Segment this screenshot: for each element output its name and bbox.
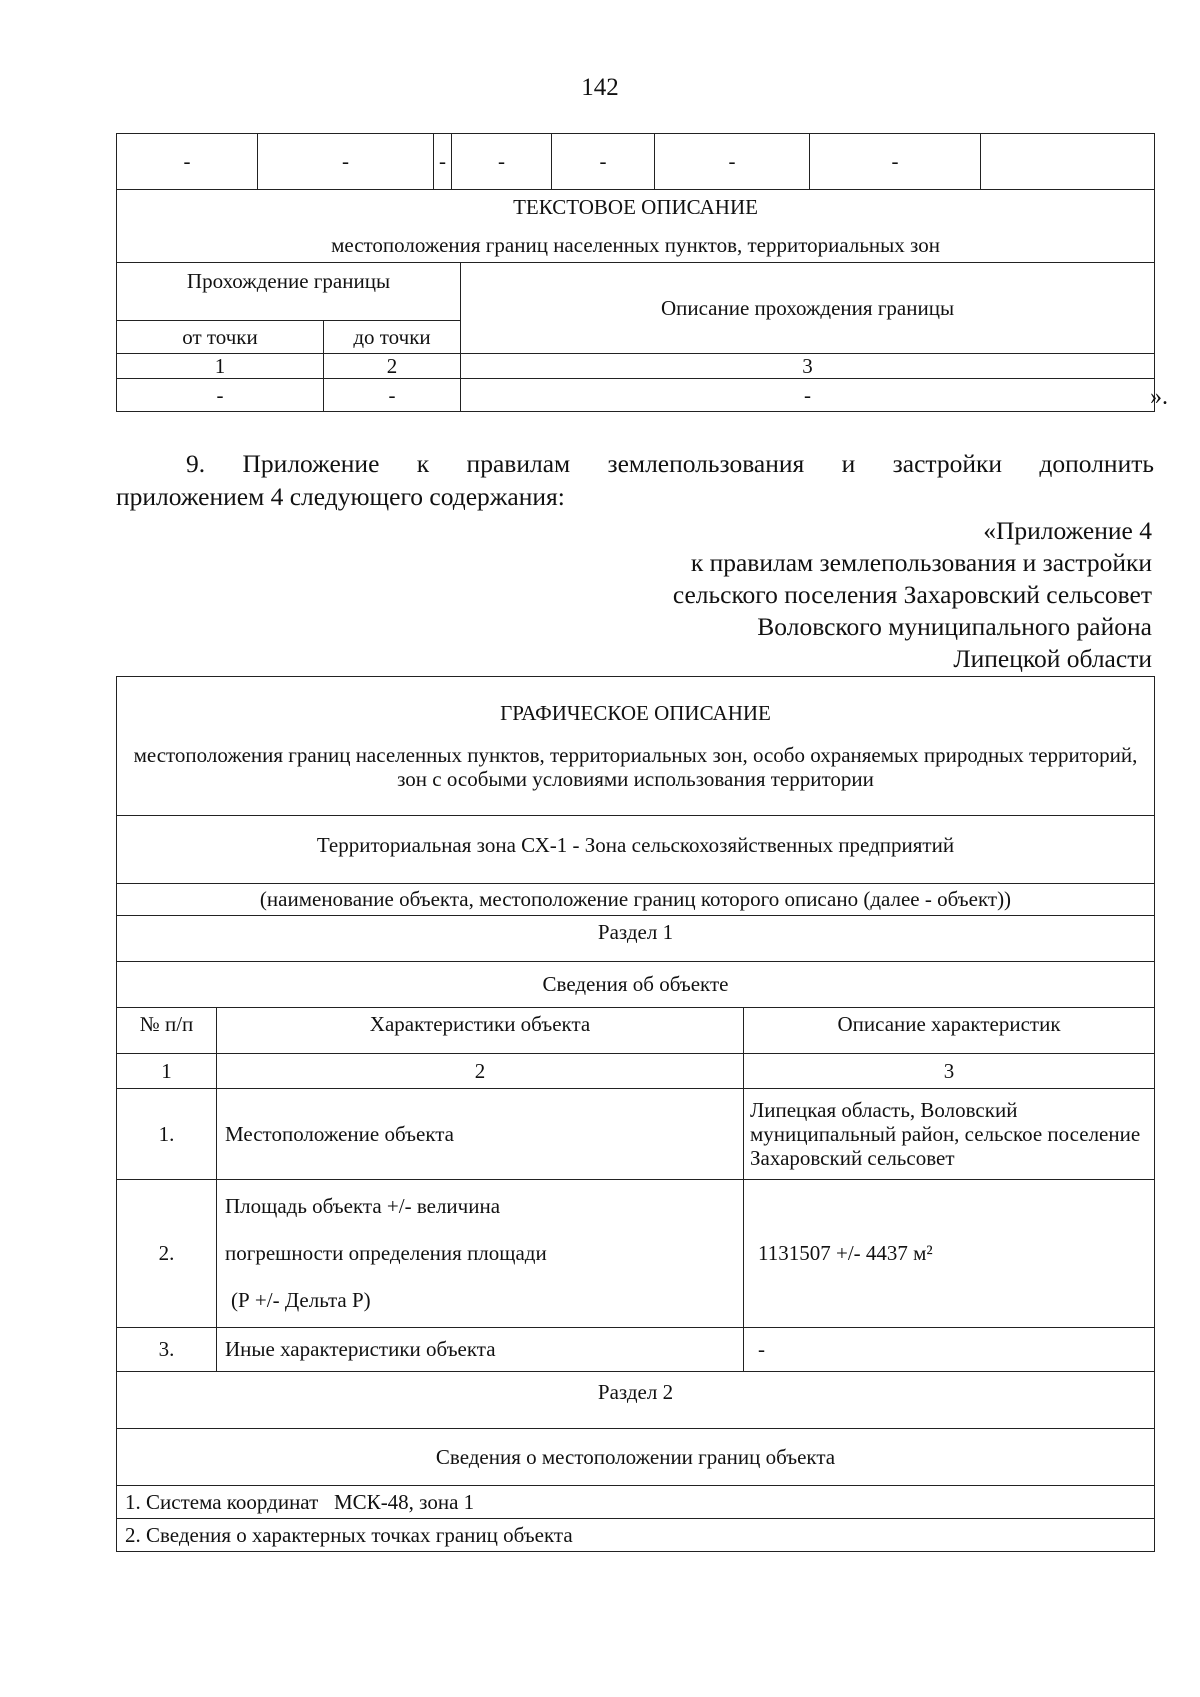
appendix-line: к правилам землепользования и застройки xyxy=(690,548,1152,577)
characteristic-line: Площадь объекта +/- величина xyxy=(225,1194,501,1218)
coordinate-system: 1. Система координат МСК-48, зона 1 xyxy=(117,1486,1155,1519)
dash-cell: - xyxy=(552,134,655,190)
dash-cell: - xyxy=(452,134,552,190)
header-to: до точки xyxy=(324,321,461,354)
graphic-subtitle: местоположения границ населенных пунктов, территориальных зон, особо охраняемых природных территорий, зон с особыми условиями использования территории xyxy=(133,742,1138,792)
paragraph-9-line1: 9. Приложение к правилам землепользования и застройки дополнить xyxy=(186,449,1154,478)
col-number: 1 xyxy=(117,354,324,379)
header-passage: Прохождение границы xyxy=(117,263,461,321)
col-header-num: № п/п xyxy=(117,1008,217,1054)
section-1: Раздел 1 xyxy=(117,916,1155,962)
dash-cell: - xyxy=(258,134,434,190)
textual-description-body xyxy=(116,189,1155,412)
data-cell: - xyxy=(324,379,461,412)
appendix-header xyxy=(673,515,1152,675)
col-number: 3 xyxy=(744,1054,1155,1089)
table-row xyxy=(117,1328,1155,1372)
object-caption: (наименование объекта, местоположение границ которого описано (далее - объект)) xyxy=(117,884,1155,916)
row-description: Липецкая область, Воловский муниципальный район, сельское поселение Захаровский сельсовет xyxy=(744,1089,1155,1180)
row-characteristic: Иные характеристики объекта xyxy=(217,1328,744,1372)
row-num: 1. xyxy=(117,1089,217,1180)
graphic-title: ГРАФИЧЕСКОЕ ОПИСАНИЕ xyxy=(500,700,771,725)
appendix-line: сельского поселения Захаровский сельсовет xyxy=(672,580,1152,609)
table-row xyxy=(117,1180,1155,1328)
characteristic-line: (Р +/- Дельта Р) xyxy=(231,1288,371,1312)
textual-title: ТЕКСТОВОЕ ОПИСАНИЕ xyxy=(513,194,758,219)
section-1-title: Сведения об объекте xyxy=(117,962,1155,1008)
section-2: Раздел 2 xyxy=(117,1372,1155,1429)
data-cell: - xyxy=(117,379,324,412)
characteristic-points-info: 2. Сведения о характерных точках границ объекта xyxy=(117,1519,1155,1552)
page-number: 142 xyxy=(581,74,619,101)
col-number: 2 xyxy=(217,1054,744,1089)
appendix-line: «Приложение 4 xyxy=(983,516,1152,545)
row-characteristic xyxy=(217,1180,744,1328)
row-description: 1131507 +/- 4437 м² xyxy=(744,1180,1155,1328)
dash-cell: - xyxy=(655,134,810,190)
closing-quote: ». xyxy=(1150,384,1168,410)
paragraph-9-line2: приложением 4 следующего содержания: xyxy=(116,482,565,511)
row-description: - xyxy=(744,1328,1155,1372)
col-header-characteristic: Характеристики объекта xyxy=(217,1008,744,1054)
row-characteristic: Местоположение объекта xyxy=(217,1089,744,1180)
col-number: 3 xyxy=(461,354,1155,379)
row-num: 2. xyxy=(117,1180,217,1328)
appendix-line: Липецкой области xyxy=(953,644,1152,673)
data-cell: - xyxy=(461,379,1155,412)
col-header-description: Описание характеристик xyxy=(744,1008,1155,1054)
dash-cell: - xyxy=(810,134,981,190)
dash-cell: - xyxy=(117,134,258,190)
table-row xyxy=(117,1089,1155,1180)
row-num: 3. xyxy=(117,1328,217,1372)
header-description: Описание прохождения границы xyxy=(461,263,1155,354)
dash-cell xyxy=(981,134,1155,190)
graphic-description-table xyxy=(116,676,1155,1552)
col-number: 1 xyxy=(117,1054,217,1089)
header-from: от точки xyxy=(117,321,324,354)
textual-subtitle: местоположения границ населенных пунктов, территориальных зон xyxy=(331,233,940,257)
appendix-line: Воловского муниципального района xyxy=(757,612,1152,641)
dash-cell: - xyxy=(434,134,452,190)
dash-row xyxy=(117,134,1155,190)
characteristic-line: погрешности определения площади xyxy=(225,1241,547,1265)
textual-description-table xyxy=(116,133,1155,190)
col-number: 2 xyxy=(324,354,461,379)
zone-name: Территориальная зона СХ-1 - Зона сельскохозяйственных предприятий xyxy=(117,816,1155,884)
section-2-title: Сведения о местоположении границ объекта xyxy=(117,1429,1155,1486)
